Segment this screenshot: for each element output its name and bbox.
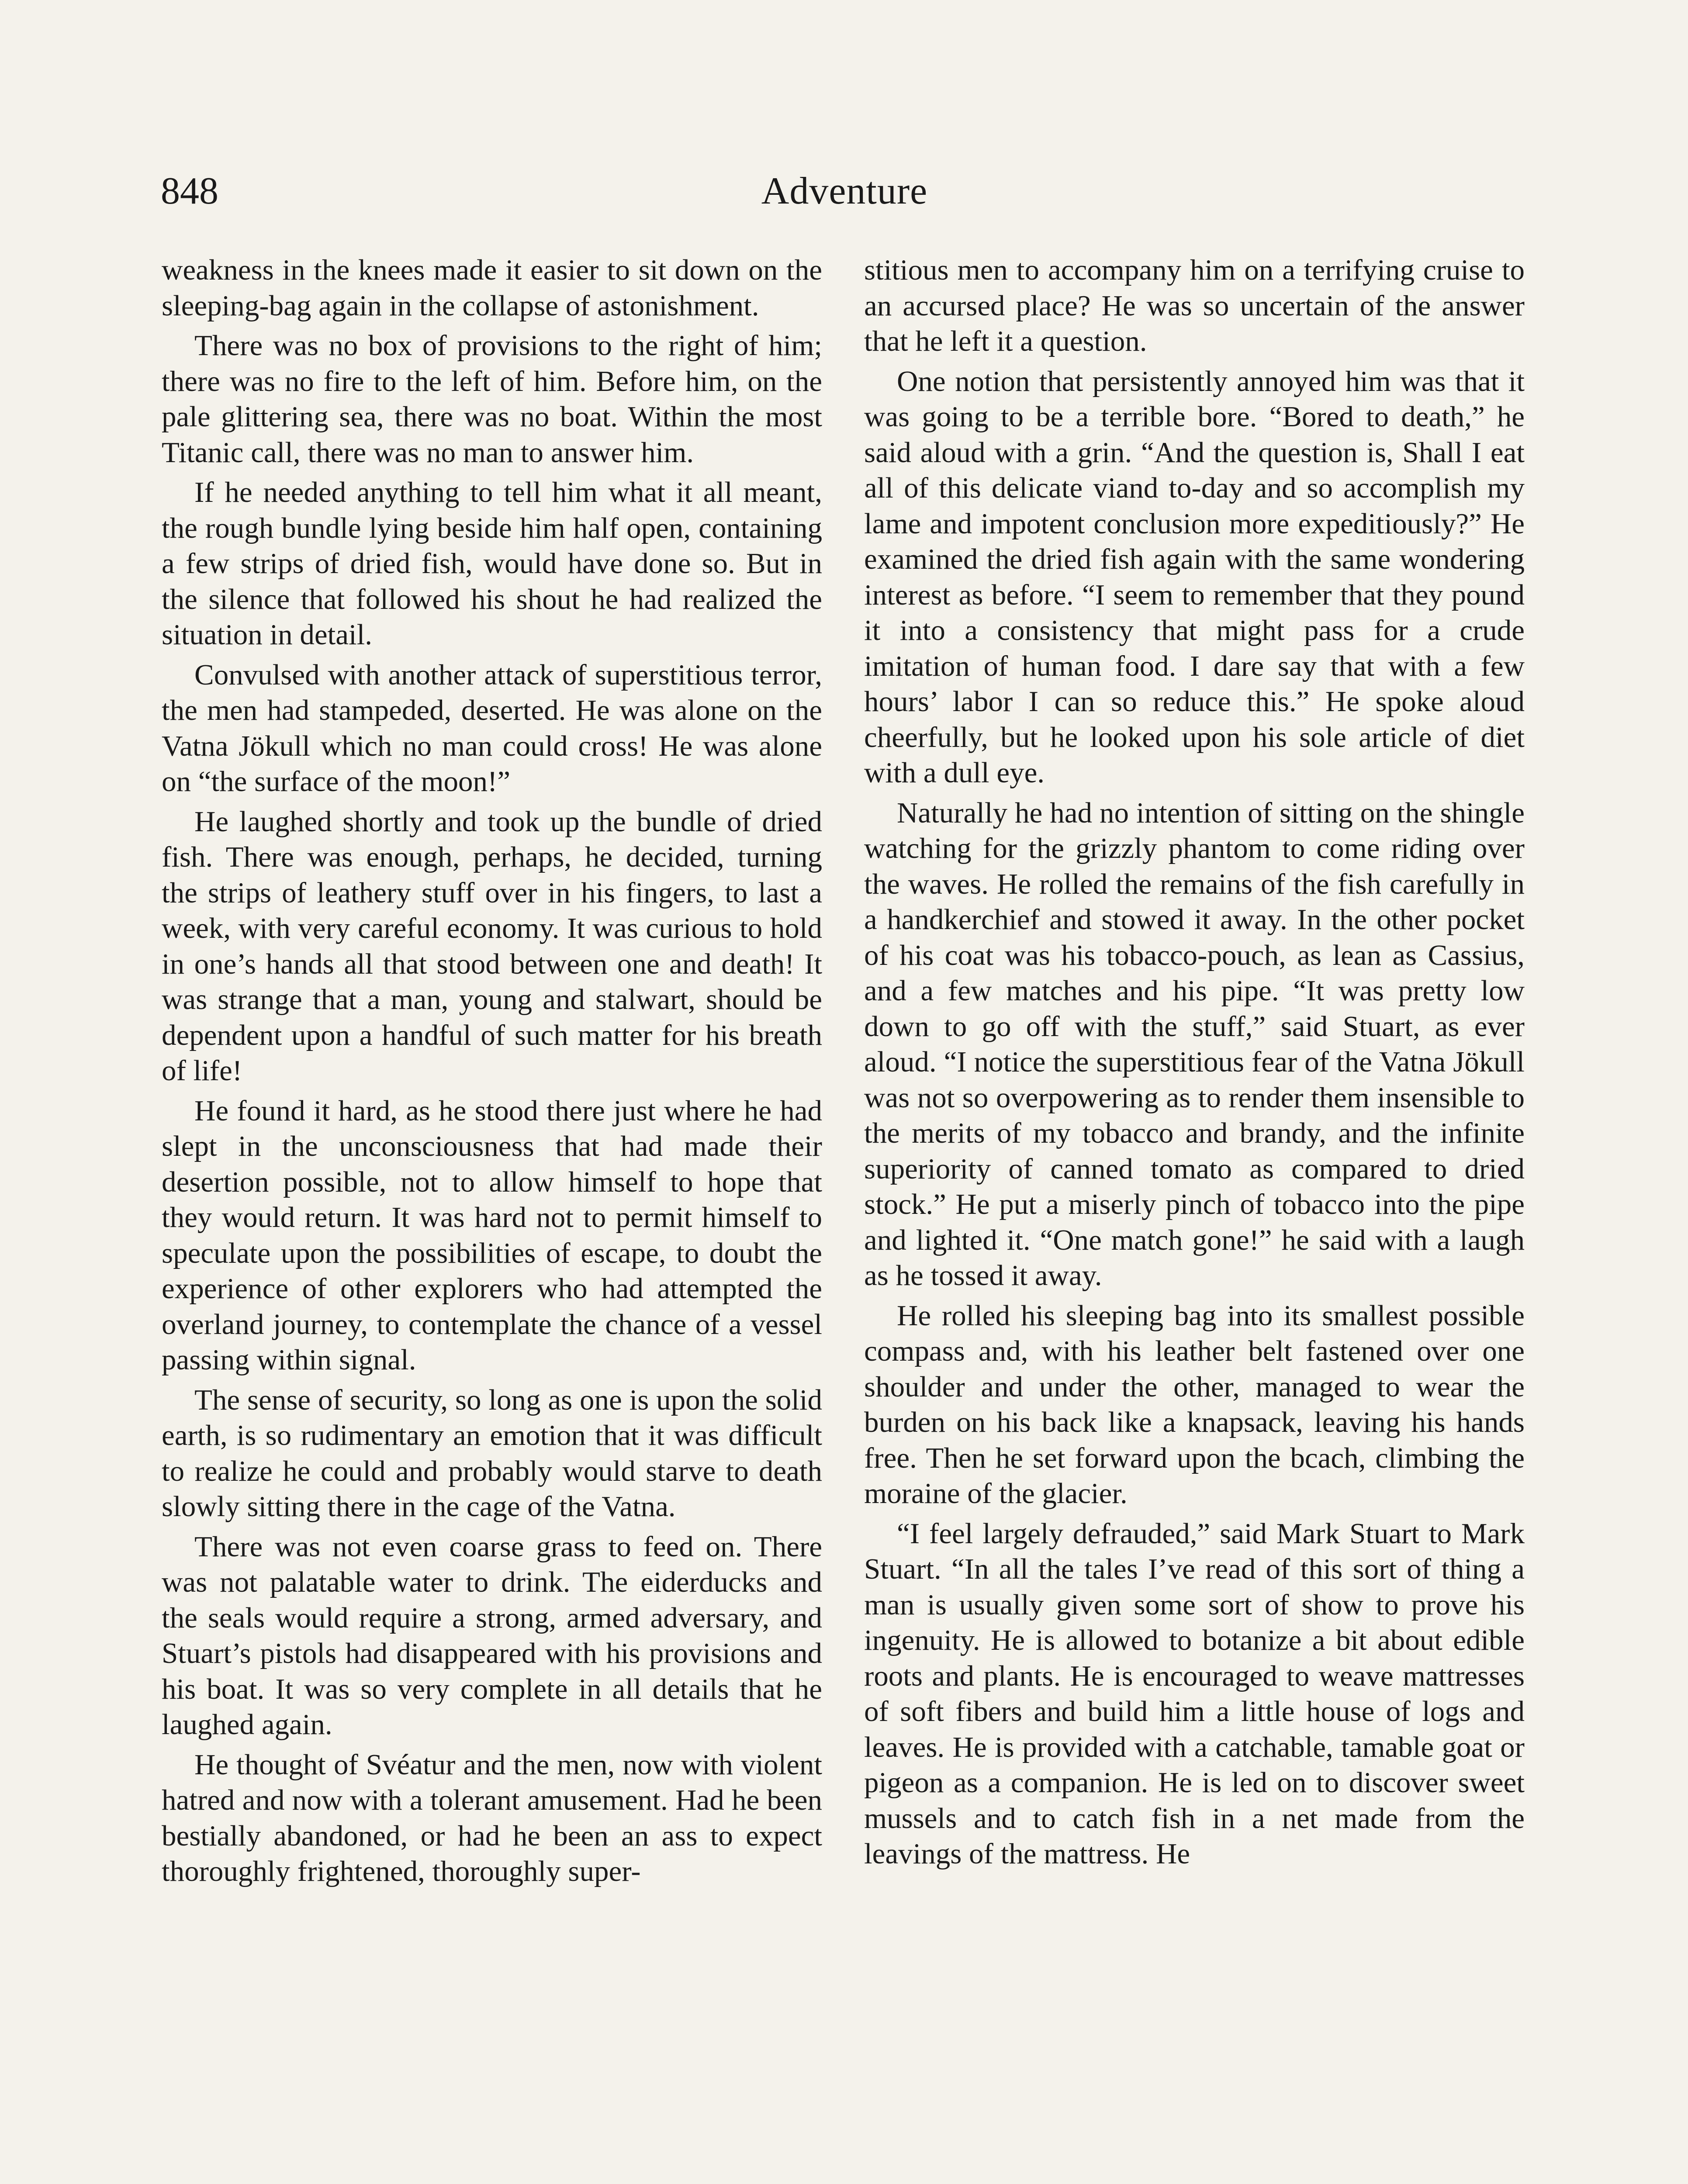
left-column xyxy=(162,252,822,1894)
paragraph: weakness in the knees made it easier to sit down on the sleeping-bag again in the collapse of astonishment. xyxy=(162,254,822,322)
paragraph: He laughed shortly and took up the bundle of dried fish. There was enough, perhaps, he decided, turning the strips of leathery stuff over in his fingers, to last a week, with very careful economy. It was curious to hold in one’s hands all that stood between one and death! It was strange that a man, young and stalwart, should be dependent upon a handful of such matter for his breath of life! xyxy=(162,805,822,1087)
paragraph: He thought of Svéatur and the men, now with violent hatred and now with a tolerant amusement. Had he been bestially abandoned, or had he been an ass to expect thoroughly frightened, thoroughly super- xyxy=(162,1748,822,1887)
paragraph: There was no box of provisions to the right of him; there was no fire to the left of him. Before him, on the pale glittering sea, there was no boat. Within the most Titanic call, there was no man to answer him. xyxy=(162,329,822,469)
paragraph: If he needed anything to tell him what it all meant, the rough bundle lying beside him half open, containing a few strips of dried fish, would have done so. But in the silence that followed his shout he had realized the situation in detail. xyxy=(162,476,822,651)
right-column xyxy=(864,252,1525,1876)
running-title: Adventure xyxy=(761,170,928,212)
paragraph: Convulsed with another attack of superstitious terror, the men had stampeded, deserted. He was alone on the Vatna Jökull which no man could cross! He was alone on “the surface of the moon!” xyxy=(162,658,822,798)
paragraph: He found it hard, as he stood there just where he had slept in the unconsciousness that had made their desertion possible, not to allow himself to hope that they would return. It was hard not to permit himself to speculate upon the possibilities of escape, to doubt the experience of other explorers who had attempted the overland journey, to contemplate the chance of a vessel passing within signal. xyxy=(162,1094,822,1376)
page-header xyxy=(161,165,1528,218)
paragraph: One notion that persistently annoyed him was that it was going to be a terrible bore. “Bored to death,” he said aloud with a grin. “And the question is, Shall I eat all of this delicate viand to-day and so accomplish my lame and impotent conclusion more expeditiously?” He examined the dried fish again with the same wondering interest as before. “I seem to remember that they pound it into a consistency that might pass for a crude imitation of human food. I dare say that with a few hours’ labor I can so reduce this.” He spoke aloud cheerfully, but he looked upon his sole article of diet with a dull eye. xyxy=(864,365,1525,789)
paragraph: stitious men to accompany him on a terrifying cruise to an accursed place? He was so uncertain of the answer that he left it a question. xyxy=(864,254,1525,357)
paragraph: He rolled his sleeping bag into its smallest possible compass and, with his leather belt fastened over one shoulder and under the other, managed to wear the burden on his back like a knapsack, leaving his hands free. Then he set forward upon the bcach, climbing the moraine of the glacier. xyxy=(864,1299,1525,1510)
page-number: 848 xyxy=(161,170,218,212)
paragraph: Naturally he had no intention of sitting on the shingle watching for the grizzly phantom to come riding over the waves. He rolled the remains of the fish carefully in a handkerchief and stowed it away. In the other pocket of his coat was his tobacco-pouch, as lean as Cassius, and a few matches and his pipe. “It was pretty low down to go off with the stuff,” said Stuart, as ever aloud. “I notice the superstitious fear of the Vatna Jökull was not so overpowering as to render them insensible to the merits of my tobacco and brandy, and the infinite superiority of canned tomato as compared to dried stock.” He put a miserly pinch of tobacco into the pipe and lighted it. “One match gone!” he said with a laugh as he tossed it away. xyxy=(864,796,1525,1292)
paragraph: “I feel largely defrauded,” said Mark Stuart to Mark Stuart. “In all the tales I’ve read of this sort of thing a man is usually given some sort of show to prove his ingenuity. He is allowed to botanize a bit about edible roots and plants. He is encouraged to weave mattresses of soft fibers and build him a little house of logs and leaves. He is provided with a catchable, tamable goat or pigeon as a companion. He is led on to discover sweet mussels and to catch fish in a net made from the leavings of the mattress. He xyxy=(864,1517,1525,1870)
paragraph: There was not even coarse grass to feed on. There was not palatable water to drink. The eiderducks and the seals would require a strong, armed adversary, and Stuart’s pistols had disappeared with his provisions and his boat. It was so very complete in all details that he laughed again. xyxy=(162,1530,822,1741)
paragraph: The sense of security, so long as one is upon the solid earth, is so rudimentary an emotion that it was difficult to realize he could and probably would starve to death slowly sitting there in the cage of the Vatna. xyxy=(162,1383,822,1523)
